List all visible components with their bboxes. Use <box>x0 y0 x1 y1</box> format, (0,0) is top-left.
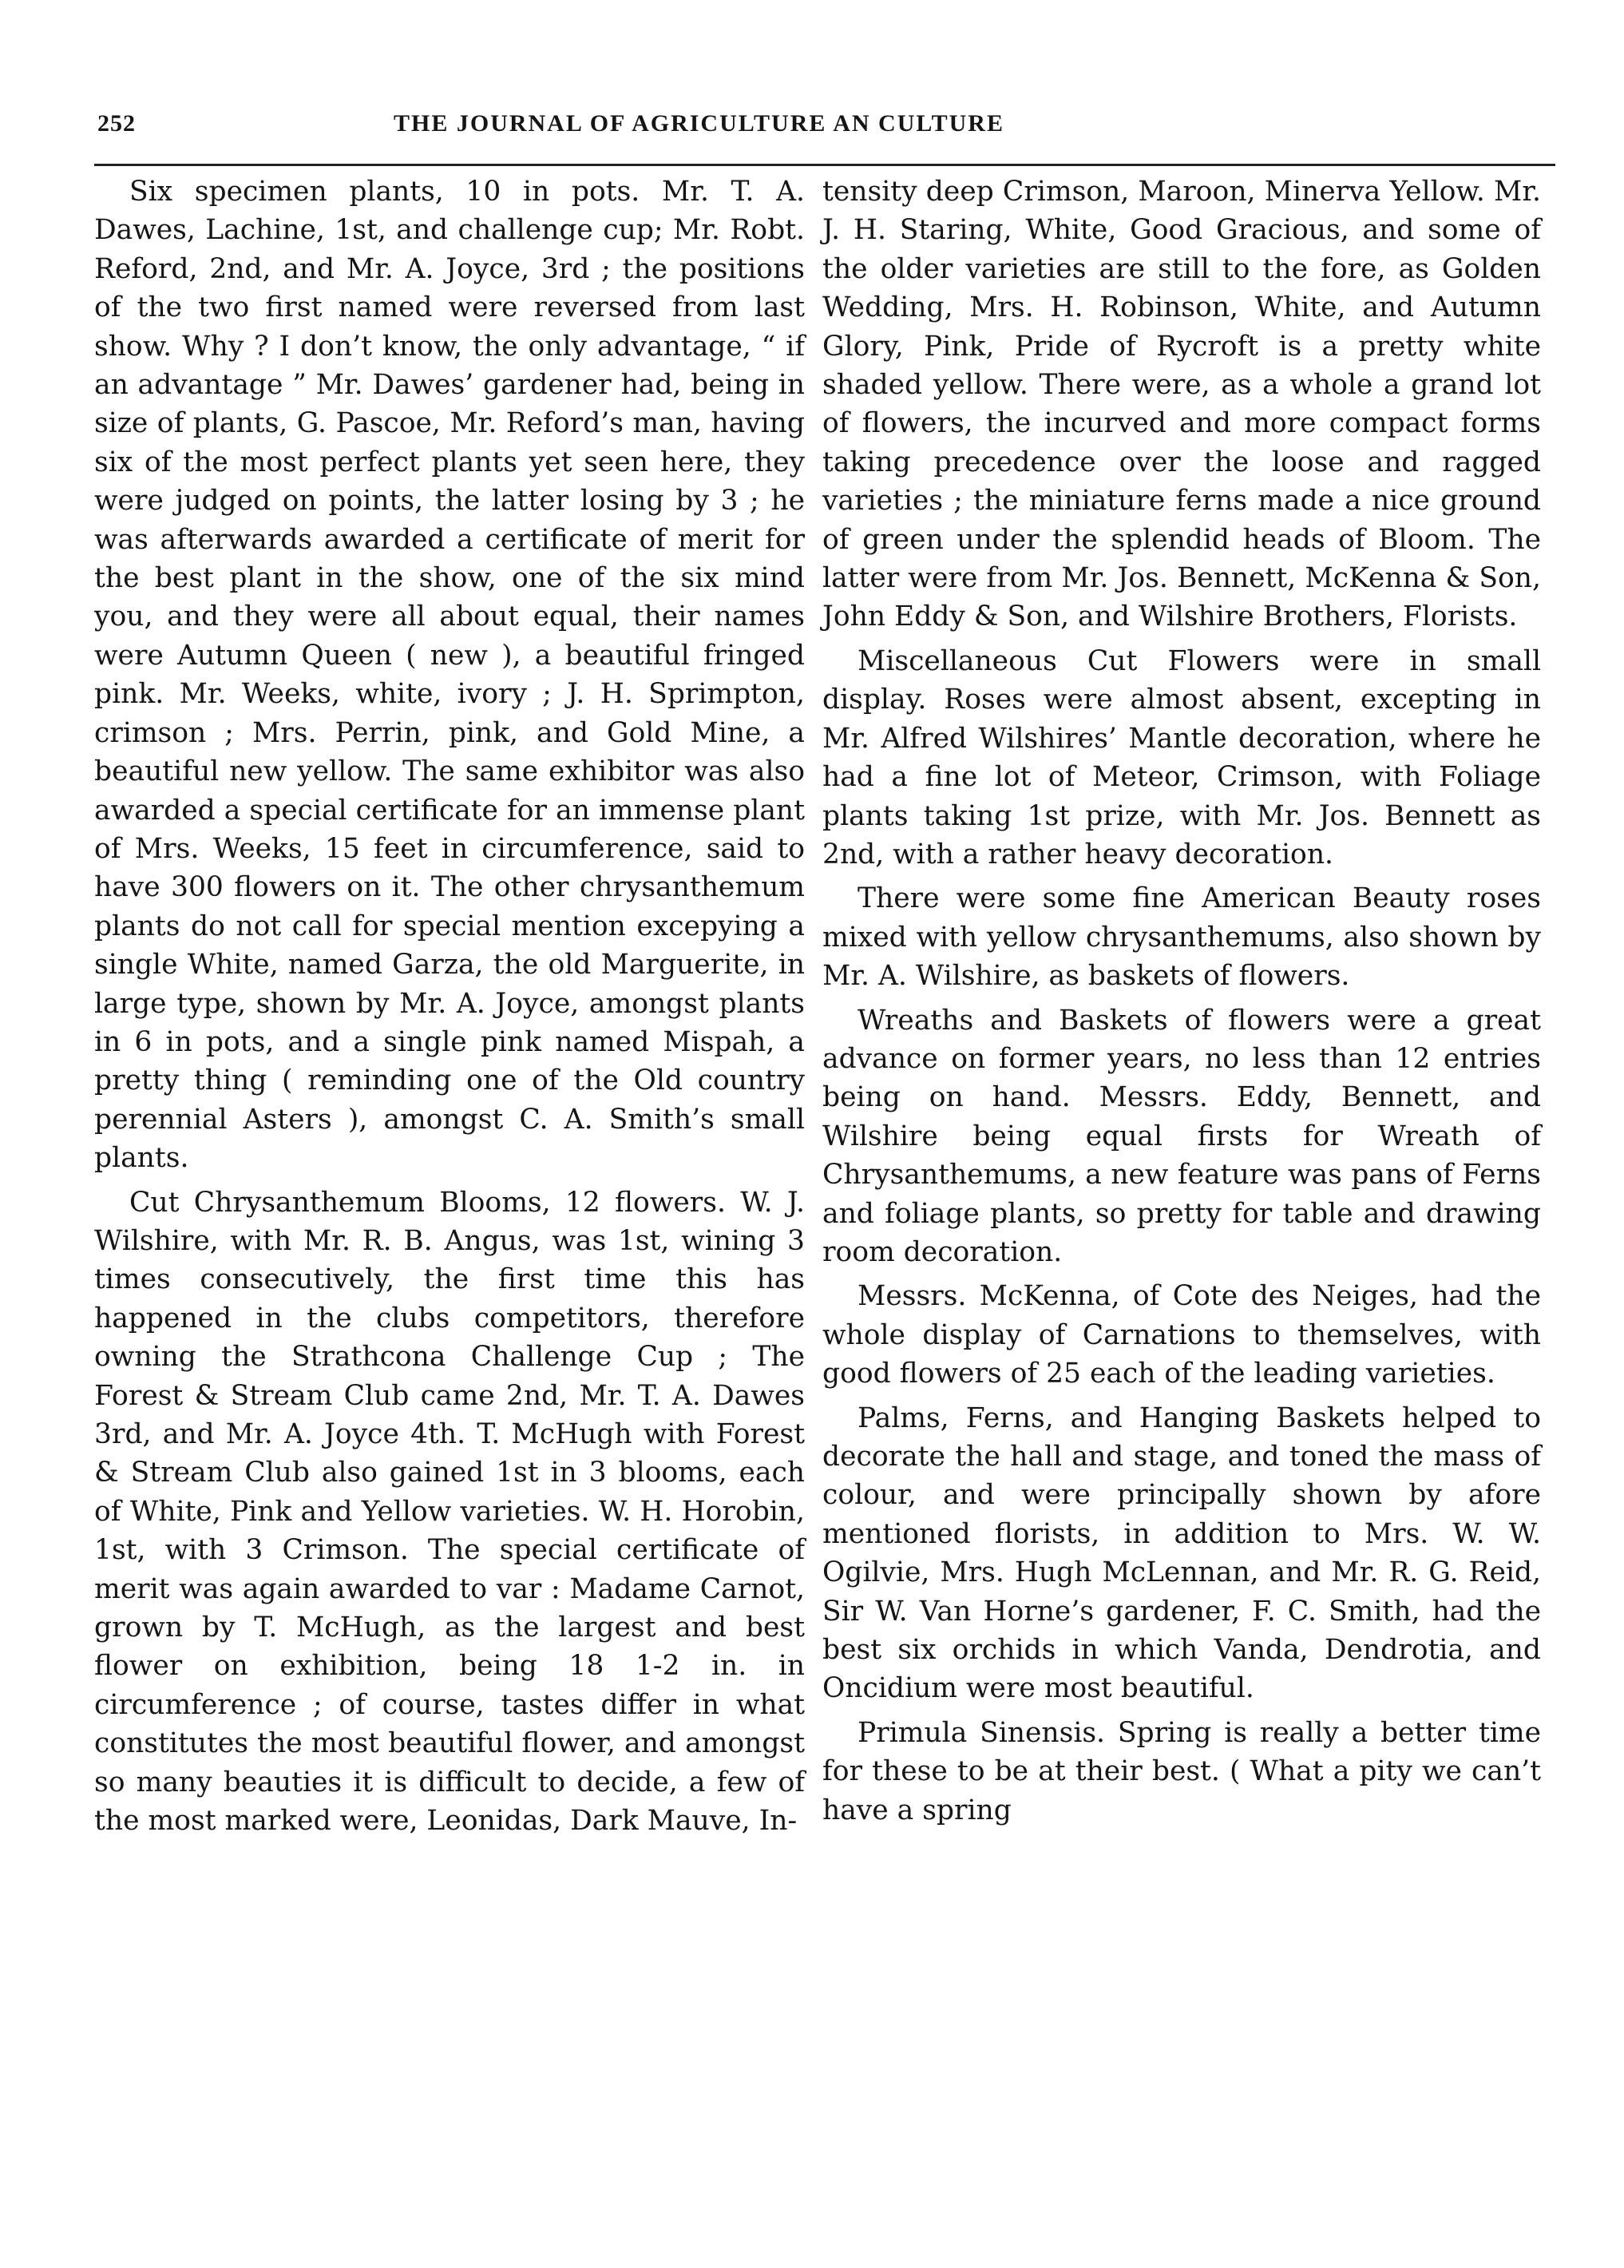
paragraph-carnations: Messrs. McKenna, of Cote des Neiges, had the whole display of Carnations to themselves, with good flowers of 25 each of the leading varieties. <box>822 1280 1541 1390</box>
paragraph-miscellaneous-cut-flowers: Miscellaneous Cut Flowers were in small display. Roses were almost absent, excepting in Mr. Alfred Wilshires’ Mantle decoration, where he had a fine lot of Meteor, Crimson, with Foliage plants taking 1st prize, with Mr. Jos. Bennett as 2nd, with a rather heavy decoration. <box>822 644 1541 870</box>
running-title: THE JOURNAL OF AGRICULTURE AN CULTURE <box>394 110 1004 137</box>
paragraph-specimen-plants: Six specimen plants, 10 in pots. Mr. T. A. Dawes, Lachine, 1st, and challenge cup; Mr. Robt. Reford, 2nd, and Mr. A. Joyce, 3rd ; the positions of the two first named were reversed from last show. Why ? I don’t know, the only advantage, “ if an advantage ” Mr. Dawes’ gardener had, being in size of plants, G. Pascoe, Mr. Reford’s man, having six of the most perfect plants yet seen here, they were judged on points, the latter losing by 3 ; he was afterwards awarded a certificate of merit for the best plant in the show, one of the six mind you, and they were all about equal, their names were Autumn Queen ( new ), a beautiful fringed pink. Mr. Weeks, white, ivory ; J. H. Sprimpton, crimson ; Mrs. Perrin, pink, and Gold Mine, a beautiful new yellow. The same exhibitor was also awarded a special certificate for an immense plant of Mrs. Weeks, 15 feet in circumference, said to have 300 flowers on it. The other chrysanthemum plants do not call for special mention excepying a single White, named Garza, the old Marguerite, in large type, shown by Mr. A. Joyce, amongst plants in 6 in pots, and a single pink named Mispah, a pretty thing ( reminding one of the Old country perennial Asters ), amongst C. A. Smith’s small plants. <box>94 176 805 1175</box>
header-rule <box>94 164 1555 166</box>
paragraph-continued-varieties: tensity deep Crimson, Maroon, Minerva Yellow. Mr. J. H. Staring, White, Good Gracious, and some of the older varieties are still to the fore, as Golden Wedding, Mrs. H. Robinson, White, and Autumn Glory, Pink, Pride of Rycroft is a pretty white shaded yellow. There were, as a whole a grand lot of flowers, the incurved and more compact forms taking precedence over the loose and ragged varieties ; the miniature ferns made a nice ground of green under the splendid heads of Bloom. The latter were from Mr. Jos. Bennett, McKenna & Son, John Eddy & Son, and Wilshire Brothers, Florists. <box>822 176 1541 633</box>
right-column <box>822 172 1541 1830</box>
page-number: 252 <box>97 110 136 137</box>
paragraph-wreaths-and-baskets: Wreaths and Baskets of flowers were a great advance on former years, no less than 12 entries being on hand. Messrs. Eddy, Bennett, and Wilshire being equal firsts for Wreath of Chrysanthemums, a new feature was pans of Ferns and foliage plants, so pretty for table and drawing room decoration. <box>822 1004 1541 1268</box>
page-header <box>94 110 1563 150</box>
paragraph-american-beauty-roses: There were some fine American Beauty roses mixed with yellow chrysanthemums, also shown by Mr. A. Wilshire, as baskets of flowers. <box>822 882 1541 993</box>
left-column <box>94 172 805 1840</box>
paragraph-cut-chrysanthemum-blooms: Cut Chrysanthemum Blooms, 12 flowers. W. J. Wilshire, with Mr. R. B. Angus, was 1st, wining 3 times consecutively, the first time this has happened in the clubs competitors, therefore owning the Strathcona Challenge Cup ; The Forest & Stream Club came 2nd, Mr. T. A. Dawes 3rd, and Mr. A. Joyce 4th. T. McHugh with Forest & Stream Club also gained 1st in 3 blooms, each of White, Pink and Yellow varieties. W. H. Horobin, 1st, with 3 Crimson. The special certificate of merit was again awarded to var : Madame Carnot, grown by T. McHugh, as the largest and best flower on exhibition, being 18 1-2 in. in circumference ; of course, tastes differ in what constitutes the most beautiful flower, and amongst so many beauties it is difficult to decide, a few of the most marked were, Leonidas, Dark Mauve, In- <box>94 1186 805 1838</box>
paragraph-palms-ferns: Palms, Ferns, and Hanging Baskets helped to decorate the hall and stage, and toned the mass of colour, and were principally shown by afore mentioned florists, in addition to Mrs. W. W. Ogilvie, Mrs. Hugh McLennan, and Mr. R. G. Reid, Sir W. Van Horne’s gardener, F. C. Smith, had the best six orchids in which Vanda, Dendrotia, and Oncidium were most beautiful. <box>822 1402 1541 1705</box>
paragraph-primula-sinensis: Primula Sinensis. Spring is really a better time for these to be at their best. ( What a pity we can’t have a spring <box>822 1716 1541 1826</box>
